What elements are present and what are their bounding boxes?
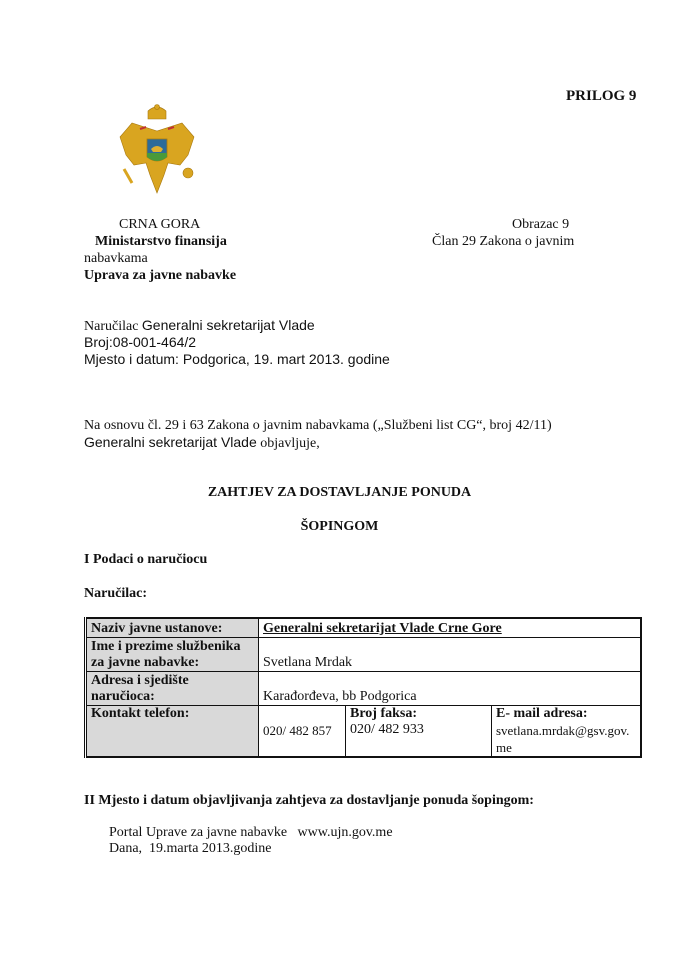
address-label: Adresa i sjedište naručioca:	[86, 671, 259, 705]
officer-value: Svetlana Mrdak	[259, 637, 642, 671]
montenegro-coat-of-arms-icon	[112, 103, 202, 199]
fax-cell	[346, 705, 492, 757]
institution-label: Naziv javne ustanove:	[86, 618, 259, 637]
table-row	[86, 705, 642, 757]
section-2-heading: II Mjesto i datum objavljivanja zahtjeva za dostavljanje ponuda šopingom:	[84, 793, 534, 808]
table-row	[86, 671, 642, 705]
ministry-name-continued: nabavkama	[84, 251, 148, 266]
ministry-name: Ministarstvo finansija	[95, 234, 227, 249]
place-and-date: Mjesto i datum: Podgorica, 19. mart 2013. godine	[84, 351, 390, 367]
reference-number: Broj:08-001-464/2	[84, 334, 197, 350]
institution-value: Generalni sekretarijat Vlade Crne Gore	[259, 618, 642, 637]
section-1-subheading: Naručilac:	[84, 586, 147, 601]
table-row	[86, 637, 642, 671]
publication-date: Dana, 19.marta 2013.godine	[109, 841, 272, 856]
client-label: Naručilac	[84, 319, 139, 334]
officer-label: Ime i prezime službenika za javne nabavke:	[86, 637, 259, 671]
document-title: ZAHTJEV ZA DOSTAVLJANJE PONUDA	[207, 485, 472, 500]
form-number: Obrazac 9	[512, 217, 570, 232]
address-value: Karađorđeva, bb Podgorica	[259, 671, 642, 705]
fax-label: Broj faksa:	[350, 705, 418, 721]
phone-value: 020/ 482 857	[259, 705, 346, 757]
section-1-heading: I Podaci o naručiocu	[84, 552, 208, 567]
email-label: E- mail adresa:	[496, 705, 588, 721]
email-cell	[492, 705, 642, 757]
annex-label: PRILOG 9	[566, 88, 637, 104]
client-info-table	[84, 617, 642, 758]
table-row	[86, 618, 642, 637]
phone-label: Kontakt telefon:	[86, 705, 259, 757]
country-name: CRNA GORA	[119, 217, 201, 232]
intro-issuer: Generalni sekretarijat Vlade	[84, 434, 257, 450]
email-value[interactable]: svetlana.mrdak@gsv.gov.me	[496, 722, 630, 755]
legal-article: Član 29 Zakona o javnim	[432, 234, 575, 249]
client-line	[84, 317, 315, 335]
intro-line-1: Na osnovu čl. 29 i 63 Zakona o javnim nabavkama („Službeni list CG“, broj 42/11)	[84, 418, 552, 433]
fax-value: 020/ 482 933	[350, 721, 424, 737]
client-value: Generalni sekretarijat Vlade	[141, 317, 315, 333]
document-subtitle: ŠOPINGOM	[300, 519, 379, 534]
intro-line-2	[84, 434, 320, 452]
agency-name: Uprava za javne nabavke	[84, 268, 237, 283]
publication-portal: Portal Uprave za javne nabavke www.ujn.gov.me	[109, 825, 393, 840]
intro-verb: objavljuje,	[256, 436, 320, 451]
